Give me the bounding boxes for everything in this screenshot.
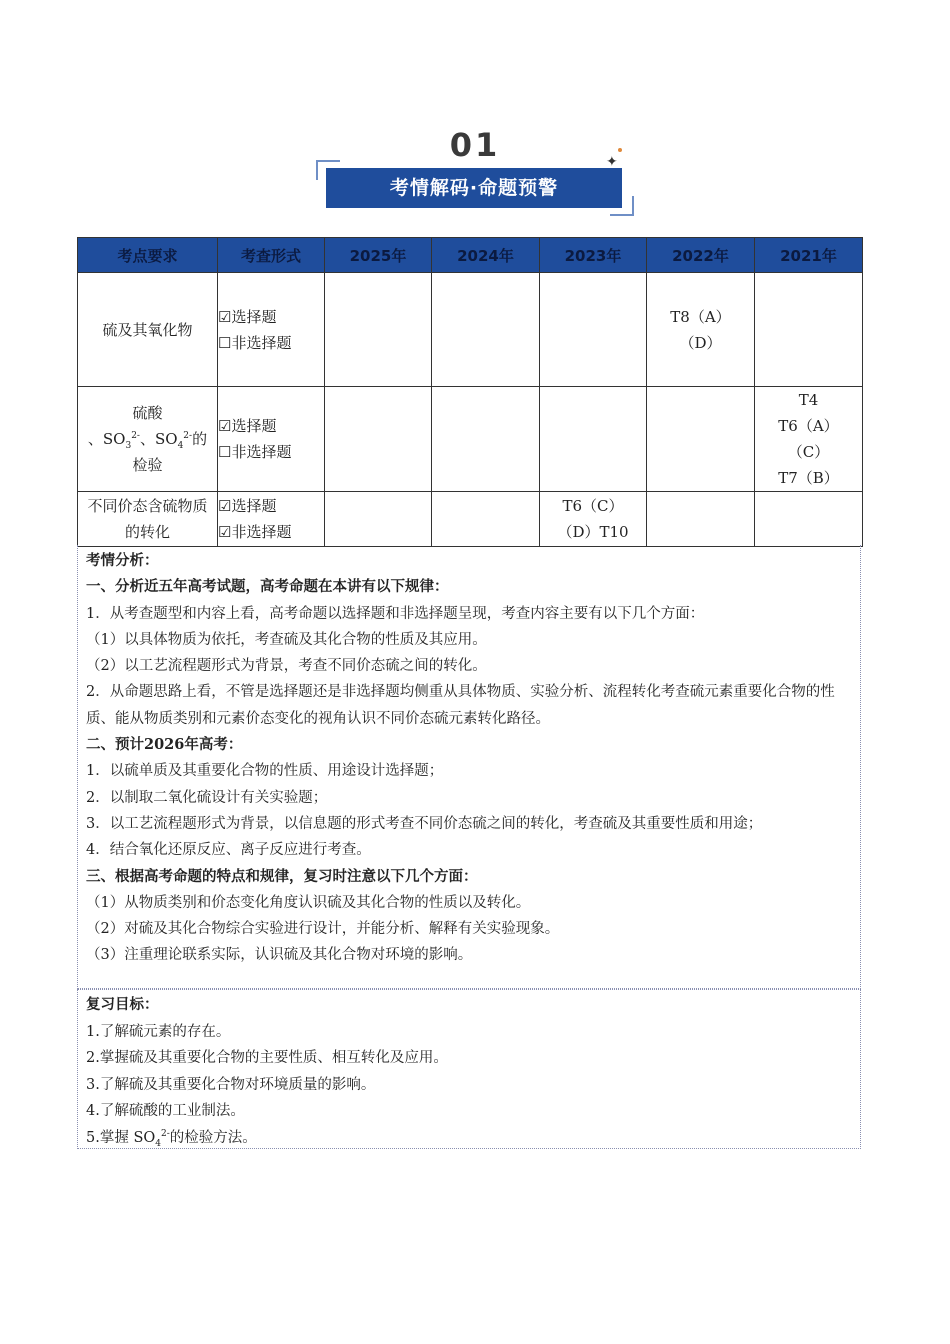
cell-2023 — [540, 273, 647, 387]
cell-2024 — [432, 273, 540, 387]
goal-item: 5.掌握 $SO_4^{2-}$的检验方法。 — [86, 1129, 257, 1149]
analysis-line: 2．以制取二氧化硫设计有关实验题； — [86, 789, 328, 806]
table-row — [78, 492, 863, 547]
header-2021: 2021年 — [755, 238, 863, 273]
header-topic: 考点要求 — [78, 238, 218, 273]
analysis-line: 2．从命题思路上看，不管是选择题还是非选择题均侧重从具体物质、实验分析、流程转化考查硫元素重要化合物的性质、能从物质类别和元素价态变化的视角认识不同价态硫元素转化路径。 — [86, 684, 835, 727]
analysis-section — [77, 545, 861, 989]
form-nonchoice: ☐非选择题 — [218, 333, 292, 352]
cell-2021 — [755, 492, 863, 547]
analysis-line: 一、分析近五年高考试题，高考命题在本讲有以下规律： — [86, 578, 449, 596]
cell-2025 — [325, 387, 432, 492]
section-number: 01 — [449, 126, 501, 164]
topic-cell: 硫酸 、$SO_3^{2-}$、$SO_4^{2-}$的 检验 — [78, 387, 218, 492]
sparkle-icon: ✦ — [606, 154, 618, 170]
goal-item: 2.掌握硫及其重要化合物的主要性质、相互转化及应用。 — [86, 1050, 448, 1067]
cell-2025 — [325, 273, 432, 387]
cell-2022 — [647, 387, 755, 492]
analysis-line: 三、根据高考命题的特点和规律，复习时注意以下几个方面： — [86, 867, 478, 885]
analysis-line: 二、预计2026年高考： — [86, 736, 243, 754]
table-row — [78, 273, 863, 387]
goals-title: 复习目标： — [86, 996, 159, 1013]
form-nonchoice: ☑非选择题 — [218, 523, 292, 541]
analysis-line: （1）以具体物质为依托，考查硫及其化合物的性质及其应用。 — [86, 631, 487, 648]
goal-item: 3.了解硫及其重要化合物对环境质量的影响。 — [86, 1076, 376, 1093]
analysis-line: 1．从考查题型和内容上看，高考命题以选择题和非选择题呈现，考查内容主要有以下几个方面： — [86, 605, 705, 622]
header-2025: 2025年 — [325, 238, 432, 273]
dot-icon — [618, 148, 622, 152]
cell-2024 — [432, 387, 540, 492]
cell-2022 — [647, 492, 755, 547]
analysis-line: （2）对硫及其化合物综合实验进行设计，并能分析、解释有关实验现象。 — [86, 921, 560, 938]
table-header-row — [78, 238, 863, 273]
header-form: 考查形式 — [218, 238, 325, 273]
analysis-line: （2）以工艺流程题形式为背景，考查不同价态硫之间的转化。 — [86, 658, 487, 675]
form-choice: ☑选择题 — [218, 417, 277, 435]
goal-item: 1.了解硫元素的存在。 — [86, 1023, 231, 1040]
header-2022: 2022年 — [647, 238, 755, 273]
form-choice: ☑选择题 — [218, 307, 277, 326]
cell-2025 — [325, 492, 432, 547]
form-cell — [218, 492, 325, 547]
section-banner — [316, 154, 634, 216]
banner-title: 考情解码·命题预警 — [326, 168, 622, 208]
analysis-line: 1．以硫单质及其重要化合物的性质、用途设计选择题； — [86, 763, 444, 780]
form-cell — [218, 273, 325, 387]
cell-2022: T8（A） （D） — [647, 273, 755, 387]
cell-2021 — [755, 273, 863, 387]
goals-section — [77, 989, 861, 1149]
analysis-title: 考情分析： — [86, 552, 159, 569]
table-row — [78, 387, 863, 492]
topic-cell: 不同价态含硫物质的转化 — [78, 492, 218, 547]
analysis-line: 4．结合氧化还原反应、离子反应进行考查。 — [86, 842, 371, 859]
topic-ions: 、$SO_3^{2-}$、$SO_4^{2-}$的 — [87, 430, 208, 451]
analysis-line: 3．以工艺流程题形式为背景，以信息题的形式考查不同价态硫之间的转化，考查硫及其重要性质和用途； — [86, 815, 763, 832]
cell-2023 — [540, 387, 647, 492]
cell-2023: T6（C） （D）T10 — [540, 492, 647, 547]
header-2023: 2023年 — [540, 238, 647, 273]
topic-cell: 硫及其氧化物 — [78, 273, 218, 387]
analysis-line: （3）注重理论联系实际，认识硫及其化合物对环境的影响。 — [86, 947, 473, 964]
analysis-line: （1）从物质类别和价态变化角度认识硫及其化合物的性质以及转化。 — [86, 894, 531, 911]
form-nonchoice: ☐非选择题 — [218, 443, 292, 461]
cell-2024 — [432, 492, 540, 547]
form-choice: ☑选择题 — [218, 497, 277, 515]
exam-table — [77, 237, 863, 547]
form-cell — [218, 387, 325, 492]
goal-item: 4.了解硫酸的工业制法。 — [86, 1103, 245, 1120]
cell-2021: T4 T6（A） （C） T7（B） — [755, 387, 863, 492]
header-2024: 2024年 — [432, 238, 540, 273]
